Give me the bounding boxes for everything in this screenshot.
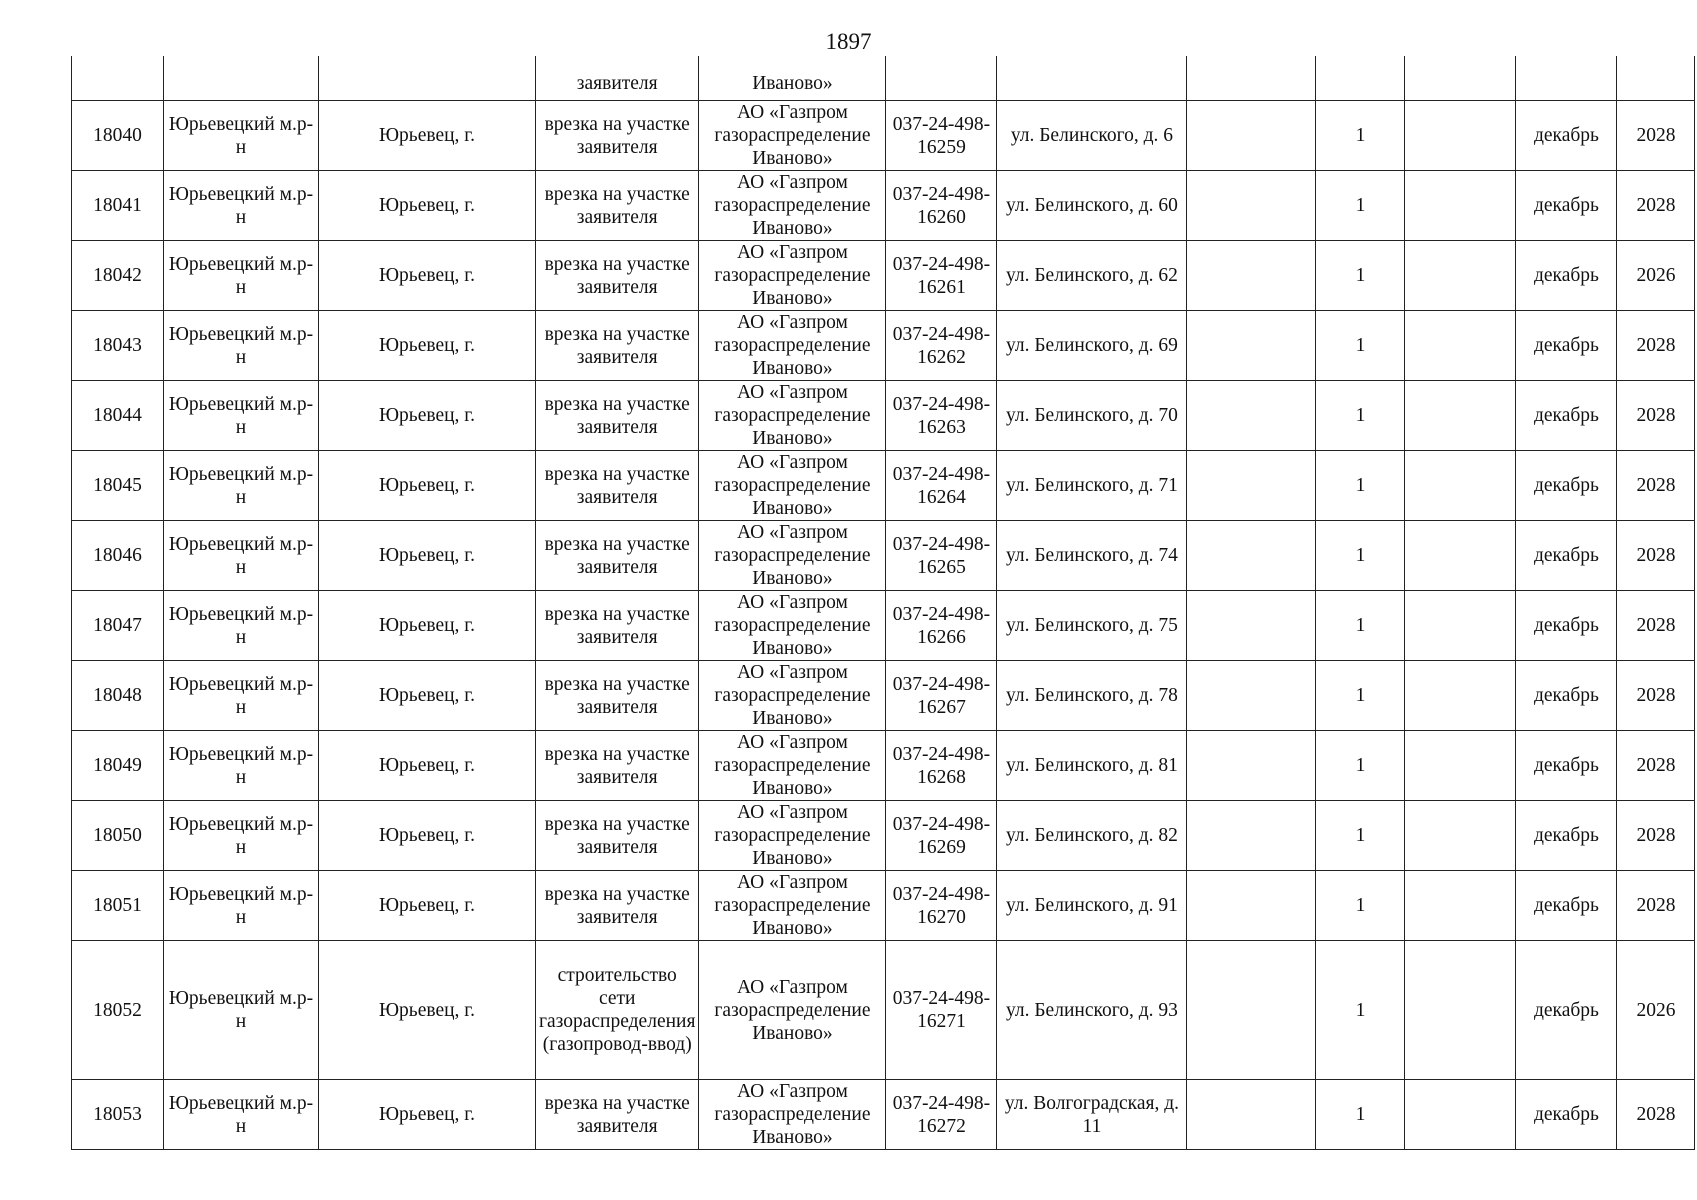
cell-work-type: врезка на участке заявителя (536, 171, 699, 241)
cell-district: Юрьевецкий м.р-н (164, 801, 319, 871)
cell-number: 18042 (72, 241, 164, 311)
cell-quantity (1316, 56, 1405, 101)
cell-address: ул. Белинского, д. 82 (997, 801, 1187, 871)
cell-empty (1405, 871, 1516, 941)
cell-town: Юрьевец, г. (319, 591, 536, 661)
cell-month (1516, 56, 1617, 101)
cell-number: 18051 (72, 871, 164, 941)
cell-address: ул. Белинского, д. 69 (997, 311, 1187, 381)
cell-work-type: врезка на участке заявителя (536, 661, 699, 731)
cell-empty (1187, 241, 1316, 311)
cell-work-type: врезка на участке заявителя (536, 101, 699, 171)
cell-code: 037-24-498-16259 (886, 101, 997, 171)
cell-organization: АО «Газпром газораспределение Иваново» (699, 241, 886, 311)
cell-empty (1405, 521, 1516, 591)
cell-empty (1187, 451, 1316, 521)
cell-month: декабрь (1516, 871, 1617, 941)
cell-quantity: 1 (1316, 801, 1405, 871)
cell-empty (1187, 941, 1316, 1080)
table-row (72, 661, 1695, 731)
cell-quantity: 1 (1316, 381, 1405, 451)
cell-address: ул. Белинского, д. 93 (997, 941, 1187, 1080)
cell-work-type: врезка на участке заявителя (536, 591, 699, 661)
cell-address: ул. Белинского, д. 75 (997, 591, 1187, 661)
cell-work-type: врезка на участке заявителя (536, 311, 699, 381)
table-row (72, 241, 1695, 311)
cell-code: 037-24-498-16260 (886, 171, 997, 241)
cell-address: ул. Белинского, д. 60 (997, 171, 1187, 241)
cell-quantity: 1 (1316, 171, 1405, 241)
cell-month: декабрь (1516, 311, 1617, 381)
cell-district: Юрьевецкий м.р-н (164, 451, 319, 521)
cell-work-type: врезка на участке заявителя (536, 451, 699, 521)
cell-year: 2028 (1617, 381, 1695, 451)
table-row (72, 731, 1695, 801)
cell-work-type: врезка на участке заявителя (536, 521, 699, 591)
table-row (72, 1080, 1695, 1150)
cell-empty (1187, 661, 1316, 731)
cell-address: ул. Белинского, д. 6 (997, 101, 1187, 171)
cell-town: Юрьевец, г. (319, 801, 536, 871)
cell-month: декабрь (1516, 661, 1617, 731)
cell-organization: АО «Газпром газораспределение Иваново» (699, 101, 886, 171)
cell-empty (1405, 941, 1516, 1080)
cell-quantity: 1 (1316, 731, 1405, 801)
cell-code: 037-24-498-16270 (886, 871, 997, 941)
cell-organization: Иваново» (699, 56, 886, 101)
cell-code: 037-24-498-16267 (886, 661, 997, 731)
cell-address: ул. Белинского, д. 71 (997, 451, 1187, 521)
cell-empty (1405, 731, 1516, 801)
cell-month: декабрь (1516, 1080, 1617, 1150)
cell-number: 18050 (72, 801, 164, 871)
cell-number: 18046 (72, 521, 164, 591)
cell-quantity: 1 (1316, 241, 1405, 311)
table-row (72, 941, 1695, 1080)
cell-empty (1405, 101, 1516, 171)
cell-work-type: врезка на участке заявителя (536, 241, 699, 311)
cell-work-type: заявителя (536, 56, 699, 101)
cell-organization: АО «Газпром газораспределение Иваново» (699, 731, 886, 801)
cell-town: Юрьевец, г. (319, 521, 536, 591)
cell-empty (1187, 801, 1316, 871)
cell-town: Юрьевец, г. (319, 171, 536, 241)
cell-work-type: врезка на участке заявителя (536, 871, 699, 941)
cell-district (164, 56, 319, 101)
cell-year: 2028 (1617, 871, 1695, 941)
cell-year: 2028 (1617, 1080, 1695, 1150)
cell-address: ул. Белинского, д. 70 (997, 381, 1187, 451)
cell-year: 2028 (1617, 591, 1695, 661)
table-row (72, 171, 1695, 241)
cell-work-type: врезка на участке заявителя (536, 801, 699, 871)
cell-town: Юрьевец, г. (319, 941, 536, 1080)
cell-organization: АО «Газпром газораспределение Иваново» (699, 381, 886, 451)
cell-organization: АО «Газпром газораспределение Иваново» (699, 311, 886, 381)
cell-empty (1187, 171, 1316, 241)
table-row (72, 591, 1695, 661)
cell-district: Юрьевецкий м.р-н (164, 101, 319, 171)
cell-empty (1405, 591, 1516, 661)
cell-town: Юрьевец, г. (319, 241, 536, 311)
cell-empty (1187, 101, 1316, 171)
table-row (72, 381, 1695, 451)
cell-empty (1187, 731, 1316, 801)
cell-year: 2028 (1617, 451, 1695, 521)
table-row (72, 311, 1695, 381)
cell-year: 2028 (1617, 101, 1695, 171)
cell-address (997, 56, 1187, 101)
cell-quantity: 1 (1316, 661, 1405, 731)
cell-town: Юрьевец, г. (319, 311, 536, 381)
cell-number: 18053 (72, 1080, 164, 1150)
cell-organization: АО «Газпром газораспределение Иваново» (699, 451, 886, 521)
cell-code: 037-24-498-16261 (886, 241, 997, 311)
cell-month: декабрь (1516, 381, 1617, 451)
cell-organization: АО «Газпром газораспределение Иваново» (699, 171, 886, 241)
cell-code: 037-24-498-16268 (886, 731, 997, 801)
cell-year: 2028 (1617, 521, 1695, 591)
table-row (72, 871, 1695, 941)
cell-town: Юрьевец, г. (319, 381, 536, 451)
cell-number: 18052 (72, 941, 164, 1080)
cell-number: 18043 (72, 311, 164, 381)
cell-code: 037-24-498-16266 (886, 591, 997, 661)
cell-town: Юрьевец, г. (319, 731, 536, 801)
cell-empty (1405, 801, 1516, 871)
cell-empty (1405, 56, 1516, 101)
cell-address: ул. Белинского, д. 78 (997, 661, 1187, 731)
cell-quantity: 1 (1316, 311, 1405, 381)
table-row (72, 101, 1695, 171)
cell-month: декабрь (1516, 451, 1617, 521)
cell-code: 037-24-498-16262 (886, 311, 997, 381)
cell-empty (1405, 311, 1516, 381)
cell-town: Юрьевец, г. (319, 871, 536, 941)
cell-year (1617, 56, 1695, 101)
cell-address: ул. Белинского, д. 74 (997, 521, 1187, 591)
cell-month: декабрь (1516, 731, 1617, 801)
cell-empty (1187, 381, 1316, 451)
table-row (72, 451, 1695, 521)
cell-organization: АО «Газпром газораспределение Иваново» (699, 591, 886, 661)
cell-number: 18045 (72, 451, 164, 521)
cell-year: 2028 (1617, 311, 1695, 381)
cell-district: Юрьевецкий м.р-н (164, 241, 319, 311)
cell-quantity: 1 (1316, 941, 1405, 1080)
registry-table (71, 56, 1695, 1150)
cell-quantity: 1 (1316, 101, 1405, 171)
cell-year: 2028 (1617, 801, 1695, 871)
cell-year: 2026 (1617, 941, 1695, 1080)
cell-organization: АО «Газпром газораспределение Иваново» (699, 1080, 886, 1150)
cell-district: Юрьевецкий м.р-н (164, 381, 319, 451)
cell-town (319, 56, 536, 101)
cell-work-type: врезка на участке заявителя (536, 1080, 699, 1150)
cell-work-type: врезка на участке заявителя (536, 731, 699, 801)
cell-month: декабрь (1516, 171, 1617, 241)
cell-district: Юрьевецкий м.р-н (164, 521, 319, 591)
cell-month: декабрь (1516, 521, 1617, 591)
cell-code: 037-24-498-16263 (886, 381, 997, 451)
cell-district: Юрьевецкий м.р-н (164, 731, 319, 801)
cell-district: Юрьевецкий м.р-н (164, 941, 319, 1080)
cell-number: 18041 (72, 171, 164, 241)
cell-month: декабрь (1516, 801, 1617, 871)
cell-empty (1405, 171, 1516, 241)
cell-organization: АО «Газпром газораспределение Иваново» (699, 871, 886, 941)
cell-number: 18049 (72, 731, 164, 801)
cell-quantity: 1 (1316, 1080, 1405, 1150)
cell-month: декабрь (1516, 101, 1617, 171)
cell-code (886, 56, 997, 101)
cell-number (72, 56, 164, 101)
cell-district: Юрьевецкий м.р-н (164, 591, 319, 661)
cell-empty (1187, 311, 1316, 381)
cell-code: 037-24-498-16269 (886, 801, 997, 871)
cell-work-type: строительство сети газораспределения (газопровод-ввод) (536, 941, 699, 1080)
cell-empty (1187, 871, 1316, 941)
cell-empty (1187, 56, 1316, 101)
cell-quantity: 1 (1316, 521, 1405, 591)
cell-town: Юрьевец, г. (319, 101, 536, 171)
cell-month: декабрь (1516, 241, 1617, 311)
cell-number: 18044 (72, 381, 164, 451)
page-number: 1897 (825, 29, 872, 54)
cell-empty (1187, 1080, 1316, 1150)
cell-year: 2026 (1617, 241, 1695, 311)
cell-empty (1405, 451, 1516, 521)
cell-address: ул. Белинского, д. 91 (997, 871, 1187, 941)
table-row (72, 521, 1695, 591)
cell-organization: АО «Газпром газораспределение Иваново» (699, 521, 886, 591)
cell-quantity: 1 (1316, 871, 1405, 941)
cell-quantity: 1 (1316, 451, 1405, 521)
cell-district: Юрьевецкий м.р-н (164, 171, 319, 241)
cell-empty (1187, 521, 1316, 591)
cell-number: 18047 (72, 591, 164, 661)
cell-organization: АО «Газпром газораспределение Иваново» (699, 801, 886, 871)
cell-district: Юрьевецкий м.р-н (164, 871, 319, 941)
cell-town: Юрьевец, г. (319, 1080, 536, 1150)
cell-town: Юрьевец, г. (319, 451, 536, 521)
cell-number: 18040 (72, 101, 164, 171)
cell-month: декабрь (1516, 941, 1617, 1080)
cell-empty (1405, 661, 1516, 731)
cell-quantity: 1 (1316, 591, 1405, 661)
cell-address: ул. Волгоградская, д. 11 (997, 1080, 1187, 1150)
cell-empty (1405, 241, 1516, 311)
cell-town: Юрьевец, г. (319, 661, 536, 731)
cell-work-type: врезка на участке заявителя (536, 381, 699, 451)
cell-code: 037-24-498-16271 (886, 941, 997, 1080)
cell-year: 2028 (1617, 171, 1695, 241)
cell-organization: АО «Газпром газораспределение Иваново» (699, 941, 886, 1080)
cell-number: 18048 (72, 661, 164, 731)
cell-year: 2028 (1617, 731, 1695, 801)
cell-empty (1405, 1080, 1516, 1150)
cell-month: декабрь (1516, 591, 1617, 661)
table-row-continued (72, 56, 1695, 101)
table-row (72, 801, 1695, 871)
cell-year: 2028 (1617, 661, 1695, 731)
cell-district: Юрьевецкий м.р-н (164, 1080, 319, 1150)
cell-empty (1405, 381, 1516, 451)
cell-code: 037-24-498-16265 (886, 521, 997, 591)
cell-code: 037-24-498-16272 (886, 1080, 997, 1150)
cell-address: ул. Белинского, д. 62 (997, 241, 1187, 311)
cell-empty (1187, 591, 1316, 661)
cell-organization: АО «Газпром газораспределение Иваново» (699, 661, 886, 731)
cell-district: Юрьевецкий м.р-н (164, 311, 319, 381)
cell-code: 037-24-498-16264 (886, 451, 997, 521)
cell-address: ул. Белинского, д. 81 (997, 731, 1187, 801)
cell-district: Юрьевецкий м.р-н (164, 661, 319, 731)
